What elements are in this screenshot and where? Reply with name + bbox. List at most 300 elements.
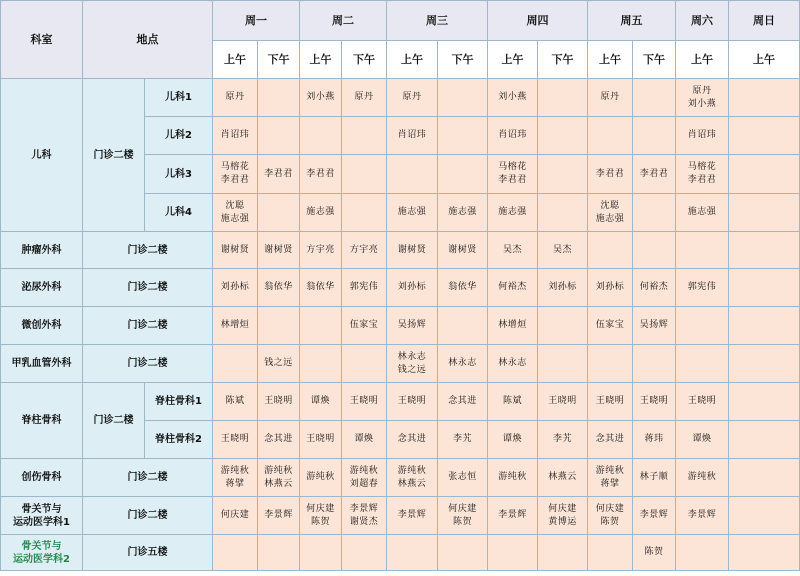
slot-cell bbox=[342, 345, 387, 383]
header-pm: 下午 bbox=[438, 41, 488, 79]
slot-cell bbox=[438, 155, 488, 194]
doctor-name: 李君君 bbox=[498, 175, 527, 185]
slot-cell bbox=[213, 79, 258, 117]
slot-cell bbox=[387, 79, 438, 117]
slot-cell bbox=[258, 155, 300, 194]
slot-cell bbox=[300, 459, 342, 497]
slot-cell bbox=[387, 117, 438, 155]
slot-cell bbox=[387, 535, 438, 571]
header-day-wed: 周三 bbox=[387, 1, 488, 41]
slot-cell bbox=[676, 232, 729, 269]
doctor-name: 李君君 bbox=[264, 168, 293, 179]
slot-cell bbox=[488, 535, 538, 571]
doctor-name: 谭煥 bbox=[692, 434, 712, 444]
slot-cell bbox=[729, 345, 800, 383]
slot-cell bbox=[676, 421, 729, 459]
slot-cell bbox=[676, 497, 729, 535]
slot-cell bbox=[633, 79, 676, 117]
slot-cell bbox=[633, 194, 676, 232]
doctor-name: 李君君 bbox=[595, 168, 625, 179]
doctor-name: 刘孙标 bbox=[548, 282, 577, 292]
slot-cell bbox=[213, 269, 258, 307]
doctor-name: 林永志 bbox=[498, 358, 527, 368]
doctor-name: 原丹 bbox=[600, 92, 620, 102]
doctor-name: 蒋擘 bbox=[225, 478, 245, 489]
slot-cell bbox=[438, 194, 488, 232]
dept-joint-sports-2 bbox=[1, 535, 83, 571]
header-pm: 下午 bbox=[538, 41, 588, 79]
doctor-name: 李景辉 bbox=[639, 510, 669, 520]
doctor-name: 陈斌 bbox=[502, 396, 522, 406]
slot-cell bbox=[488, 79, 538, 117]
slot-cell bbox=[438, 232, 488, 269]
slot-cell bbox=[258, 194, 300, 232]
location-trauma-ortho: 门诊二楼 bbox=[83, 459, 213, 497]
doctor-name: 谭煥 bbox=[354, 434, 374, 444]
doctor-name: 李君君 bbox=[306, 168, 335, 179]
slot-cell bbox=[588, 535, 633, 571]
slot-cell bbox=[538, 117, 588, 155]
doctor-name: 王晓明 bbox=[595, 396, 625, 406]
doctor-name: 肖诏玮 bbox=[687, 130, 717, 140]
slot-cell bbox=[538, 497, 588, 535]
slot-cell bbox=[538, 79, 588, 117]
slot-cell bbox=[342, 194, 387, 232]
slot-cell bbox=[213, 155, 258, 194]
doctor-name: 刘孙标 bbox=[595, 282, 625, 292]
slot-cell bbox=[676, 345, 729, 383]
header-pm: 下午 bbox=[258, 41, 300, 79]
dept-spine: 脊柱骨科 bbox=[1, 383, 83, 459]
slot-cell bbox=[729, 459, 800, 497]
location-urology: 门诊二楼 bbox=[83, 269, 213, 307]
doctor-name: 念其进 bbox=[595, 434, 625, 444]
header-day-sun: 周日 bbox=[729, 1, 800, 41]
slot-cell bbox=[300, 79, 342, 117]
doctor-name: 王晓明 bbox=[306, 434, 335, 444]
slot-cell bbox=[342, 117, 387, 155]
doctor-name: 林增烜 bbox=[220, 320, 250, 330]
doctor-name: 王晓明 bbox=[639, 396, 669, 406]
doctor-name: 林增烜 bbox=[498, 320, 527, 330]
slot-cell bbox=[213, 383, 258, 421]
slot-cell bbox=[633, 459, 676, 497]
doctor-name: 刘小燕 bbox=[687, 98, 717, 109]
doctor-name: 谢树贤 bbox=[448, 244, 477, 255]
doctor-name: 郭宪伟 bbox=[349, 282, 379, 292]
slot-cell bbox=[633, 421, 676, 459]
doctor-name: 游纯秋 bbox=[595, 465, 625, 476]
doctor-name: 沈聪 bbox=[225, 200, 245, 211]
slot-cell bbox=[676, 194, 729, 232]
slot-cell bbox=[729, 383, 800, 421]
doctor-name: 黄博运 bbox=[548, 516, 577, 527]
slot-cell bbox=[213, 497, 258, 535]
header-pm: 下午 bbox=[342, 41, 387, 79]
slot-cell bbox=[676, 535, 729, 571]
doctor-name: 李景辉 bbox=[349, 503, 379, 514]
doctor-name: 林燕云 bbox=[397, 478, 427, 489]
slot-cell bbox=[729, 269, 800, 307]
doctor-name: 沈聪 bbox=[600, 200, 620, 211]
doctor-name: 钱之远 bbox=[264, 358, 293, 368]
header-day-sat: 周六 bbox=[676, 1, 729, 41]
doctor-name: 原丹 bbox=[402, 92, 422, 102]
header-location: 地点 bbox=[83, 1, 213, 79]
doctor-name: 游纯秋 bbox=[306, 472, 335, 482]
dept-minimally-invasive: 微创外科 bbox=[1, 307, 83, 345]
subdept-label: 脊柱骨科2 bbox=[145, 421, 213, 459]
header-am: 上午 bbox=[300, 41, 342, 79]
doctor-name: 施志强 bbox=[306, 207, 335, 217]
doctor-name: 刘超春 bbox=[349, 478, 379, 489]
doctor-name: 何庆建 bbox=[595, 503, 625, 514]
slot-cell bbox=[342, 383, 387, 421]
slot-cell bbox=[213, 459, 258, 497]
slot-cell bbox=[300, 155, 342, 194]
slot-cell bbox=[633, 269, 676, 307]
slot-cell bbox=[300, 497, 342, 535]
doctor-name: 原丹 bbox=[225, 92, 245, 102]
slot-cell bbox=[342, 535, 387, 571]
doctor-name: 何庆建 bbox=[448, 503, 477, 514]
doctor-name: 张志恒 bbox=[448, 472, 477, 482]
slot-cell bbox=[633, 232, 676, 269]
doctor-name: 林永志 bbox=[448, 358, 477, 368]
doctor-name: 王晓明 bbox=[397, 396, 427, 406]
doctor-name: 肖诏玮 bbox=[397, 130, 427, 140]
header-am: 上午 bbox=[588, 41, 633, 79]
doctor-name: 刘孙标 bbox=[220, 282, 250, 292]
doctor-name: 陈斌 bbox=[225, 396, 245, 406]
header-am: 上午 bbox=[676, 41, 729, 79]
doctor-name: 吴杰 bbox=[502, 244, 522, 255]
slot-cell bbox=[488, 307, 538, 345]
doctor-name: 李君君 bbox=[639, 168, 669, 179]
slot-cell bbox=[342, 497, 387, 535]
doctor-name: 翁依华 bbox=[448, 282, 477, 292]
doctor-name: 施志强 bbox=[397, 207, 427, 217]
slot-cell bbox=[588, 194, 633, 232]
doctor-name: 谢树贤 bbox=[220, 244, 250, 255]
slot-cell bbox=[258, 269, 300, 307]
slot-cell bbox=[588, 421, 633, 459]
slot-cell bbox=[258, 79, 300, 117]
slot-cell bbox=[258, 459, 300, 497]
slot-cell bbox=[538, 155, 588, 194]
slot-cell bbox=[588, 269, 633, 307]
slot-cell bbox=[538, 307, 588, 345]
location-pediatrics: 门诊二楼 bbox=[83, 79, 145, 232]
doctor-name: 方宇亮 bbox=[306, 244, 335, 255]
slot-cell bbox=[676, 155, 729, 194]
slot-cell bbox=[538, 459, 588, 497]
slot-cell bbox=[213, 345, 258, 383]
doctor-name: 李景辉 bbox=[687, 510, 717, 520]
slot-cell bbox=[676, 459, 729, 497]
slot-cell bbox=[538, 345, 588, 383]
slot-cell bbox=[538, 421, 588, 459]
slot-cell bbox=[729, 535, 800, 571]
slot-cell bbox=[729, 194, 800, 232]
slot-cell bbox=[258, 535, 300, 571]
slot-cell bbox=[438, 421, 488, 459]
slot-cell bbox=[300, 232, 342, 269]
dept-pediatrics: 儿科 bbox=[1, 79, 83, 232]
slot-cell bbox=[438, 79, 488, 117]
slot-cell bbox=[676, 383, 729, 421]
slot-cell bbox=[300, 194, 342, 232]
slot-cell bbox=[588, 79, 633, 117]
slot-cell bbox=[588, 383, 633, 421]
doctor-name: 吴扬辉 bbox=[639, 320, 669, 330]
doctor-name: 李景辉 bbox=[397, 510, 427, 520]
slot-cell bbox=[342, 79, 387, 117]
slot-cell bbox=[729, 232, 800, 269]
slot-cell bbox=[633, 497, 676, 535]
doctor-name: 王晓明 bbox=[687, 396, 717, 406]
doctor-name: 马榕花 bbox=[498, 162, 527, 172]
doctor-name: 林子顺 bbox=[639, 472, 669, 482]
slot-cell bbox=[213, 307, 258, 345]
slot-cell bbox=[488, 459, 538, 497]
doctor-name: 谭煥 bbox=[310, 396, 330, 406]
doctor-name: 谢贤杰 bbox=[349, 516, 379, 527]
doctor-name: 游纯秋 bbox=[498, 472, 527, 482]
location-joint-sports-1: 门诊二楼 bbox=[83, 497, 213, 535]
slot-cell bbox=[213, 421, 258, 459]
header-department: 科室 bbox=[1, 1, 83, 79]
doctor-name: 吴杰 bbox=[552, 244, 572, 255]
doctor-name: 伍家宝 bbox=[349, 320, 379, 330]
slot-cell bbox=[729, 155, 800, 194]
slot-cell bbox=[588, 155, 633, 194]
doctor-name: 游纯秋 bbox=[397, 465, 427, 476]
slot-cell bbox=[258, 117, 300, 155]
slot-cell bbox=[538, 232, 588, 269]
doctor-name: 翁依华 bbox=[306, 282, 335, 292]
slot-cell bbox=[488, 497, 538, 535]
slot-cell bbox=[387, 269, 438, 307]
doctor-name: 施志强 bbox=[448, 207, 477, 217]
slot-cell bbox=[387, 155, 438, 194]
header-am: 上午 bbox=[213, 41, 258, 79]
doctor-name: 谢树贤 bbox=[397, 244, 427, 255]
doctor-name: 林燕云 bbox=[264, 478, 293, 489]
dept-name-line: 运动医学科2 bbox=[13, 553, 70, 565]
slot-cell bbox=[213, 117, 258, 155]
slot-cell bbox=[676, 307, 729, 345]
slot-cell bbox=[633, 307, 676, 345]
header-am: 上午 bbox=[387, 41, 438, 79]
slot-cell bbox=[387, 232, 438, 269]
slot-cell bbox=[588, 307, 633, 345]
slot-cell bbox=[729, 117, 800, 155]
slot-cell bbox=[438, 535, 488, 571]
slot-cell bbox=[342, 421, 387, 459]
doctor-name: 何裕杰 bbox=[498, 282, 527, 292]
slot-cell bbox=[729, 307, 800, 345]
doctor-name: 肖诏玮 bbox=[220, 130, 250, 140]
slot-cell bbox=[588, 232, 633, 269]
location-spine: 门诊二楼 bbox=[83, 383, 145, 459]
slot-cell bbox=[300, 117, 342, 155]
doctor-name: 陈贺 bbox=[644, 547, 664, 557]
dept-trauma-ortho: 创伤骨科 bbox=[1, 459, 83, 497]
doctor-name: 何庆建 bbox=[220, 510, 250, 520]
doctor-name: 原丹 bbox=[354, 92, 374, 102]
slot-cell bbox=[387, 459, 438, 497]
doctor-name: 刘孙标 bbox=[397, 282, 427, 292]
doctor-name: 刘小燕 bbox=[498, 92, 527, 102]
doctor-name: 李景辉 bbox=[498, 510, 527, 520]
slot-cell bbox=[342, 269, 387, 307]
slot-cell bbox=[729, 497, 800, 535]
doctor-name: 李君君 bbox=[687, 175, 717, 185]
header-day-fri: 周五 bbox=[588, 1, 676, 41]
slot-cell bbox=[438, 459, 488, 497]
slot-cell bbox=[300, 307, 342, 345]
slot-cell bbox=[538, 383, 588, 421]
doctor-name: 郭宪伟 bbox=[687, 282, 717, 292]
subdept-label: 儿科1 bbox=[145, 79, 213, 117]
location-joint-sports-2: 门诊五楼 bbox=[83, 535, 213, 571]
doctor-name: 陈贺 bbox=[310, 516, 330, 527]
slot-cell bbox=[342, 307, 387, 345]
subdept-label: 儿科4 bbox=[145, 194, 213, 232]
slot-cell bbox=[300, 421, 342, 459]
doctor-name: 游纯秋 bbox=[349, 465, 379, 476]
slot-cell bbox=[633, 345, 676, 383]
subdept-label: 儿科3 bbox=[145, 155, 213, 194]
slot-cell bbox=[213, 535, 258, 571]
doctor-name: 翁依华 bbox=[264, 282, 293, 292]
doctor-name: 何庆建 bbox=[306, 503, 335, 514]
dept-breast-vascular: 甲乳血管外科 bbox=[1, 345, 83, 383]
slot-cell bbox=[633, 383, 676, 421]
doctor-name: 李君君 bbox=[220, 175, 250, 185]
header-am: 上午 bbox=[488, 41, 538, 79]
doctor-name: 肖诏玮 bbox=[498, 130, 527, 140]
slot-cell bbox=[300, 383, 342, 421]
slot-cell bbox=[488, 155, 538, 194]
slot-cell bbox=[438, 497, 488, 535]
doctor-name: 念其进 bbox=[397, 434, 427, 444]
doctor-name: 游纯秋 bbox=[687, 472, 717, 482]
doctor-name: 施志强 bbox=[687, 207, 717, 217]
slot-cell bbox=[258, 232, 300, 269]
header-pm: 下午 bbox=[633, 41, 676, 79]
slot-cell bbox=[488, 269, 538, 307]
doctor-name: 吴扬辉 bbox=[397, 320, 427, 330]
slot-cell bbox=[258, 421, 300, 459]
slot-cell bbox=[488, 345, 538, 383]
slot-cell bbox=[676, 269, 729, 307]
slot-cell bbox=[588, 459, 633, 497]
slot-cell bbox=[538, 535, 588, 571]
dept-name-line: 骨关节与 bbox=[21, 503, 62, 515]
doctor-name: 何庆建 bbox=[548, 503, 577, 514]
slot-cell bbox=[488, 421, 538, 459]
doctor-name: 施志强 bbox=[595, 213, 625, 224]
doctor-name: 王晓明 bbox=[264, 396, 293, 406]
doctor-name: 谭煥 bbox=[502, 434, 522, 444]
slot-cell bbox=[387, 421, 438, 459]
doctor-name: 李艽 bbox=[552, 434, 572, 444]
header-am: 上午 bbox=[729, 41, 800, 79]
doctor-name: 念其进 bbox=[264, 434, 293, 444]
slot-cell bbox=[342, 459, 387, 497]
dept-joint-sports-1 bbox=[1, 497, 83, 535]
dept-name-line: 运动医学科1 bbox=[13, 516, 70, 528]
doctor-name: 林燕云 bbox=[548, 472, 577, 482]
slot-cell bbox=[633, 155, 676, 194]
subdept-label: 脊柱骨科1 bbox=[145, 383, 213, 421]
slot-cell bbox=[387, 345, 438, 383]
doctor-name: 刘小燕 bbox=[306, 92, 335, 102]
dept-urology: 泌尿外科 bbox=[1, 269, 83, 307]
doctor-name: 游纯秋 bbox=[220, 465, 250, 476]
slot-cell bbox=[538, 194, 588, 232]
slot-cell bbox=[588, 497, 633, 535]
slot-cell bbox=[438, 307, 488, 345]
dept-tumor-surgery: 肿瘤外科 bbox=[1, 232, 83, 269]
dept-name-line: 骨关节与 bbox=[21, 540, 62, 552]
doctor-name: 原丹 bbox=[692, 85, 712, 96]
slot-cell bbox=[258, 383, 300, 421]
slot-cell bbox=[488, 232, 538, 269]
slot-cell bbox=[729, 79, 800, 117]
doctor-name: 马榕花 bbox=[220, 162, 250, 172]
doctor-name: 施志强 bbox=[220, 213, 250, 224]
location-minimally-invasive: 门诊二楼 bbox=[83, 307, 213, 345]
doctor-name: 念其进 bbox=[448, 396, 477, 406]
slot-cell bbox=[729, 421, 800, 459]
header-day-mon: 周一 bbox=[213, 1, 300, 41]
doctor-name: 伍家宝 bbox=[595, 320, 625, 330]
slot-cell bbox=[342, 155, 387, 194]
slot-cell bbox=[588, 345, 633, 383]
slot-cell bbox=[300, 535, 342, 571]
slot-cell bbox=[538, 269, 588, 307]
slot-cell bbox=[300, 345, 342, 383]
doctor-name: 谢树贤 bbox=[264, 244, 293, 255]
location-breast-vascular: 门诊二楼 bbox=[83, 345, 213, 383]
slot-cell bbox=[588, 117, 633, 155]
doctor-name: 李景辉 bbox=[264, 510, 293, 520]
slot-cell bbox=[387, 307, 438, 345]
slot-cell bbox=[438, 345, 488, 383]
slot-cell bbox=[676, 79, 729, 117]
slot-cell bbox=[258, 497, 300, 535]
doctor-name: 游纯秋 bbox=[264, 465, 293, 476]
slot-cell bbox=[213, 232, 258, 269]
slot-cell bbox=[438, 383, 488, 421]
doctor-name: 王晓明 bbox=[349, 396, 379, 406]
header-day-thu: 周四 bbox=[488, 1, 588, 41]
doctor-name: 王晓明 bbox=[548, 396, 577, 406]
slot-cell bbox=[258, 307, 300, 345]
slot-cell bbox=[488, 383, 538, 421]
slot-cell bbox=[387, 497, 438, 535]
doctor-name: 施志强 bbox=[498, 207, 527, 217]
doctor-name: 方宇亮 bbox=[349, 244, 379, 255]
slot-cell bbox=[438, 269, 488, 307]
doctor-name: 蒋擘 bbox=[600, 478, 620, 489]
slot-cell bbox=[633, 535, 676, 571]
doctor-name: 蒋玮 bbox=[644, 434, 664, 444]
slot-cell bbox=[676, 117, 729, 155]
